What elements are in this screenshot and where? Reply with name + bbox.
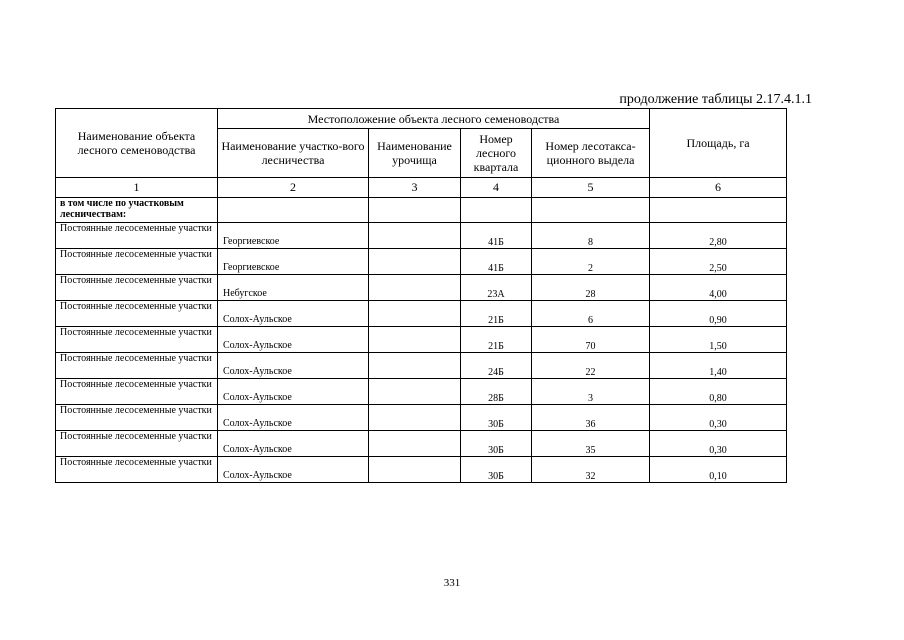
row-district: Солох-Аульское	[218, 327, 369, 353]
row-object-name: Постоянные лесосеменные участки	[56, 301, 218, 327]
row-object-name: Постоянные лесосеменные участки	[56, 249, 218, 275]
row-tract	[369, 379, 461, 405]
row-district: Солох-Аульское	[218, 457, 369, 483]
row-area: 4,00	[650, 275, 787, 301]
table-row	[56, 327, 787, 353]
table-row	[56, 275, 787, 301]
row-district: Солох-Аульское	[218, 431, 369, 457]
column-number: 4	[461, 178, 532, 198]
row-tract	[369, 457, 461, 483]
table-row	[56, 431, 787, 457]
row-area: 0,10	[650, 457, 787, 483]
row-area: 0,30	[650, 405, 787, 431]
row-area: 0,30	[650, 431, 787, 457]
header-vydel: Номер лесотакса-ционного выдела	[532, 129, 650, 178]
row-object-name: Постоянные лесосеменные участки	[56, 457, 218, 483]
row-district: Солох-Аульское	[218, 301, 369, 327]
row-quarter: 41Б	[461, 223, 532, 249]
row-area: 1,40	[650, 353, 787, 379]
row-tract	[369, 249, 461, 275]
header-district: Наименование участко-вого лесничества	[218, 129, 369, 178]
table-row	[56, 223, 787, 249]
row-object-name: Постоянные лесосеменные участки	[56, 431, 218, 457]
header-quarter: Номер лесного квартала	[461, 129, 532, 178]
row-area: 2,50	[650, 249, 787, 275]
row-area: 1,50	[650, 327, 787, 353]
row-district: Георгиевское	[218, 249, 369, 275]
row-tract	[369, 405, 461, 431]
row-quarter: 28Б	[461, 379, 532, 405]
row-quarter: 21Б	[461, 327, 532, 353]
column-number: 6	[650, 178, 787, 198]
row-vydel: 8	[532, 223, 650, 249]
row-quarter: 30Б	[461, 431, 532, 457]
table-row	[56, 301, 787, 327]
row-quarter: 23А	[461, 275, 532, 301]
row-quarter: 21Б	[461, 301, 532, 327]
row-object-name: Постоянные лесосеменные участки	[56, 405, 218, 431]
row-object-name: Постоянные лесосеменные участки	[56, 379, 218, 405]
header-tract: Наименование урочища	[369, 129, 461, 178]
row-tract	[369, 327, 461, 353]
row-vydel: 28	[532, 275, 650, 301]
column-number-row	[56, 178, 787, 198]
row-quarter: 30Б	[461, 457, 532, 483]
row-district: Солох-Аульское	[218, 405, 369, 431]
row-area: 0,80	[650, 379, 787, 405]
table-row	[56, 405, 787, 431]
seed-objects-table	[55, 108, 787, 483]
row-vydel: 35	[532, 431, 650, 457]
page-number: 331	[443, 577, 461, 589]
subheader-label: в том числе по участковым лесничествам:	[56, 198, 218, 223]
column-number: 5	[532, 178, 650, 198]
header-location-group: Местоположение объекта лесного семеноводства	[218, 109, 650, 129]
row-vydel: 2	[532, 249, 650, 275]
row-vydel: 22	[532, 353, 650, 379]
row-vydel: 70	[532, 327, 650, 353]
column-number: 3	[369, 178, 461, 198]
table-header	[56, 109, 787, 198]
table-body	[56, 198, 787, 483]
row-object-name: Постоянные лесосеменные участки	[56, 353, 218, 379]
row-vydel: 32	[532, 457, 650, 483]
row-quarter: 24Б	[461, 353, 532, 379]
row-object-name: Постоянные лесосеменные участки	[56, 275, 218, 301]
row-district: Небугское	[218, 275, 369, 301]
table-row	[56, 353, 787, 379]
row-tract	[369, 353, 461, 379]
row-district: Солох-Аульское	[218, 379, 369, 405]
row-tract	[369, 301, 461, 327]
header-object-name: Наименование объекта лесного семеноводства	[56, 109, 218, 178]
header-area: Площадь, га	[650, 109, 787, 178]
row-area: 2,80	[650, 223, 787, 249]
table-caption: продолжение таблицы 2.17.4.1.1	[619, 92, 812, 107]
row-quarter: 30Б	[461, 405, 532, 431]
table-row	[56, 379, 787, 405]
row-tract	[369, 223, 461, 249]
subheader-row	[56, 198, 787, 223]
row-object-name: Постоянные лесосеменные участки	[56, 223, 218, 249]
row-quarter: 41Б	[461, 249, 532, 275]
row-district: Георгиевское	[218, 223, 369, 249]
row-object-name: Постоянные лесосеменные участки	[56, 327, 218, 353]
row-district: Солох-Аульское	[218, 353, 369, 379]
row-vydel: 6	[532, 301, 650, 327]
row-tract	[369, 431, 461, 457]
table-row	[56, 457, 787, 483]
row-vydel: 3	[532, 379, 650, 405]
column-number: 2	[218, 178, 369, 198]
column-number: 1	[56, 178, 218, 198]
table-row	[56, 249, 787, 275]
row-vydel: 36	[532, 405, 650, 431]
row-area: 0,90	[650, 301, 787, 327]
row-tract	[369, 275, 461, 301]
